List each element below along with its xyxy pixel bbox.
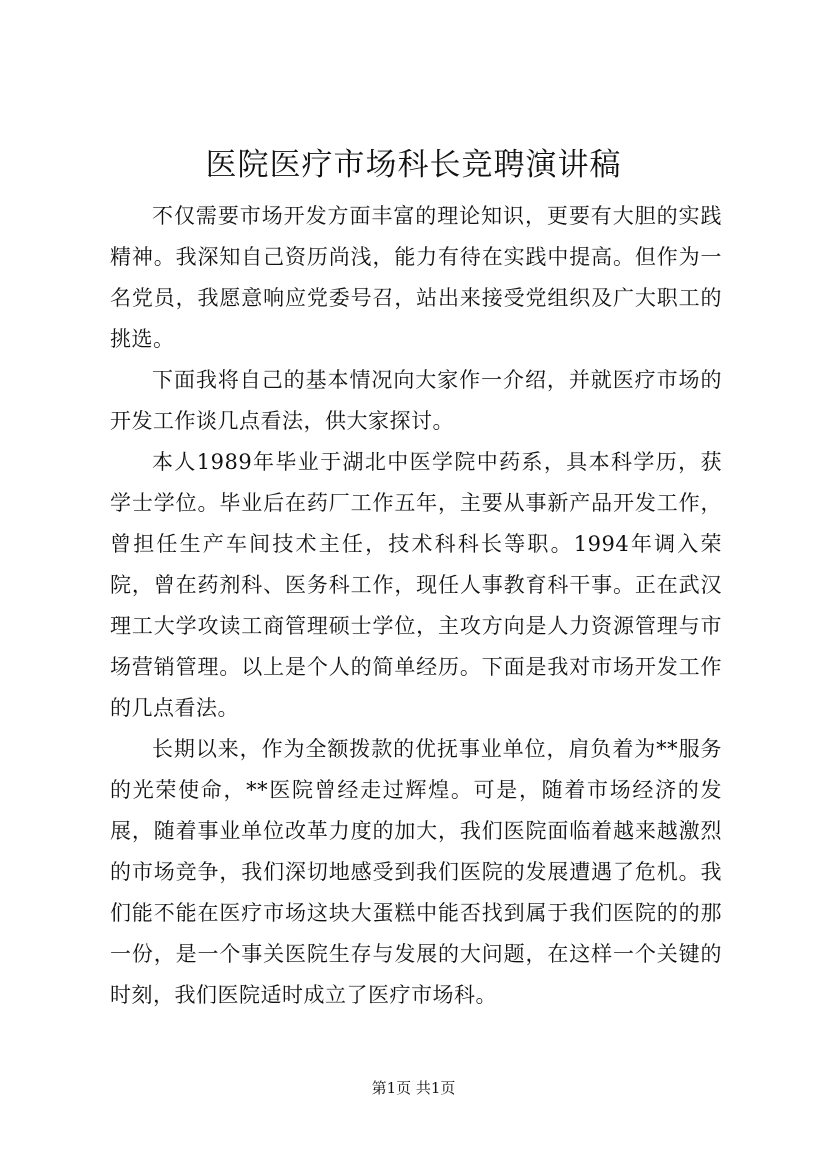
paragraph-4: 长期以来，作为全额拨款的优抚事业单位，肩负着为**服务的光荣使命，**医院曾经走过辉煌。可是，随着市场经济的发展，随着事业单位改革力度的加大，我们医院面临着越来越激烈的市场竞争，我们深切地感受到我们医院的发展遭遇了危机。我们能不能在医疗市场这块大蛋糕中能否找到属于我们医院的的那一份，是一个事关医院生存与发展的大问题，在这样一个关键的时刻，我们医院适时成立了医疗市场科。 [110, 737, 722, 1007]
paragraph-3: 本人1989年毕业于湖北中医学院中药系，具本科学历，获学士学位。毕业后在药厂工作五年，主要从事新产品开发工作，曾担任生产车间技术主任，技术科科长等职。1994年调入荣院，曾在药剂科、医务科工作，现任人事教育科干事。正在武汉理工大学攻读工商管理硕士学位，主攻方向是人力资源管理与市场营销管理。以上是个人的简单经历。下面是我对市场开发工作的几点看法。 [110, 450, 722, 720]
document-title: 医院医疗市场科长竞聘演讲稿 [205, 147, 622, 183]
document-body [110, 196, 722, 1016]
paragraph-1: 不仅需要市场开发方面丰富的理论知识，更要有大胆的实践精神。我深知自己资历尚浅，能力有待在实践中提高。但作为一名党员，我愿意响应党委号召，站出来接受党组织及广大职工的挑选。 [110, 204, 722, 351]
paragraph-2: 下面我将自己的基本情况向大家作一介绍，并就医疗市场的开发工作谈几点看法，供大家探讨。 [110, 368, 722, 433]
page-footer: 第1页 共1页 [371, 1079, 456, 1097]
